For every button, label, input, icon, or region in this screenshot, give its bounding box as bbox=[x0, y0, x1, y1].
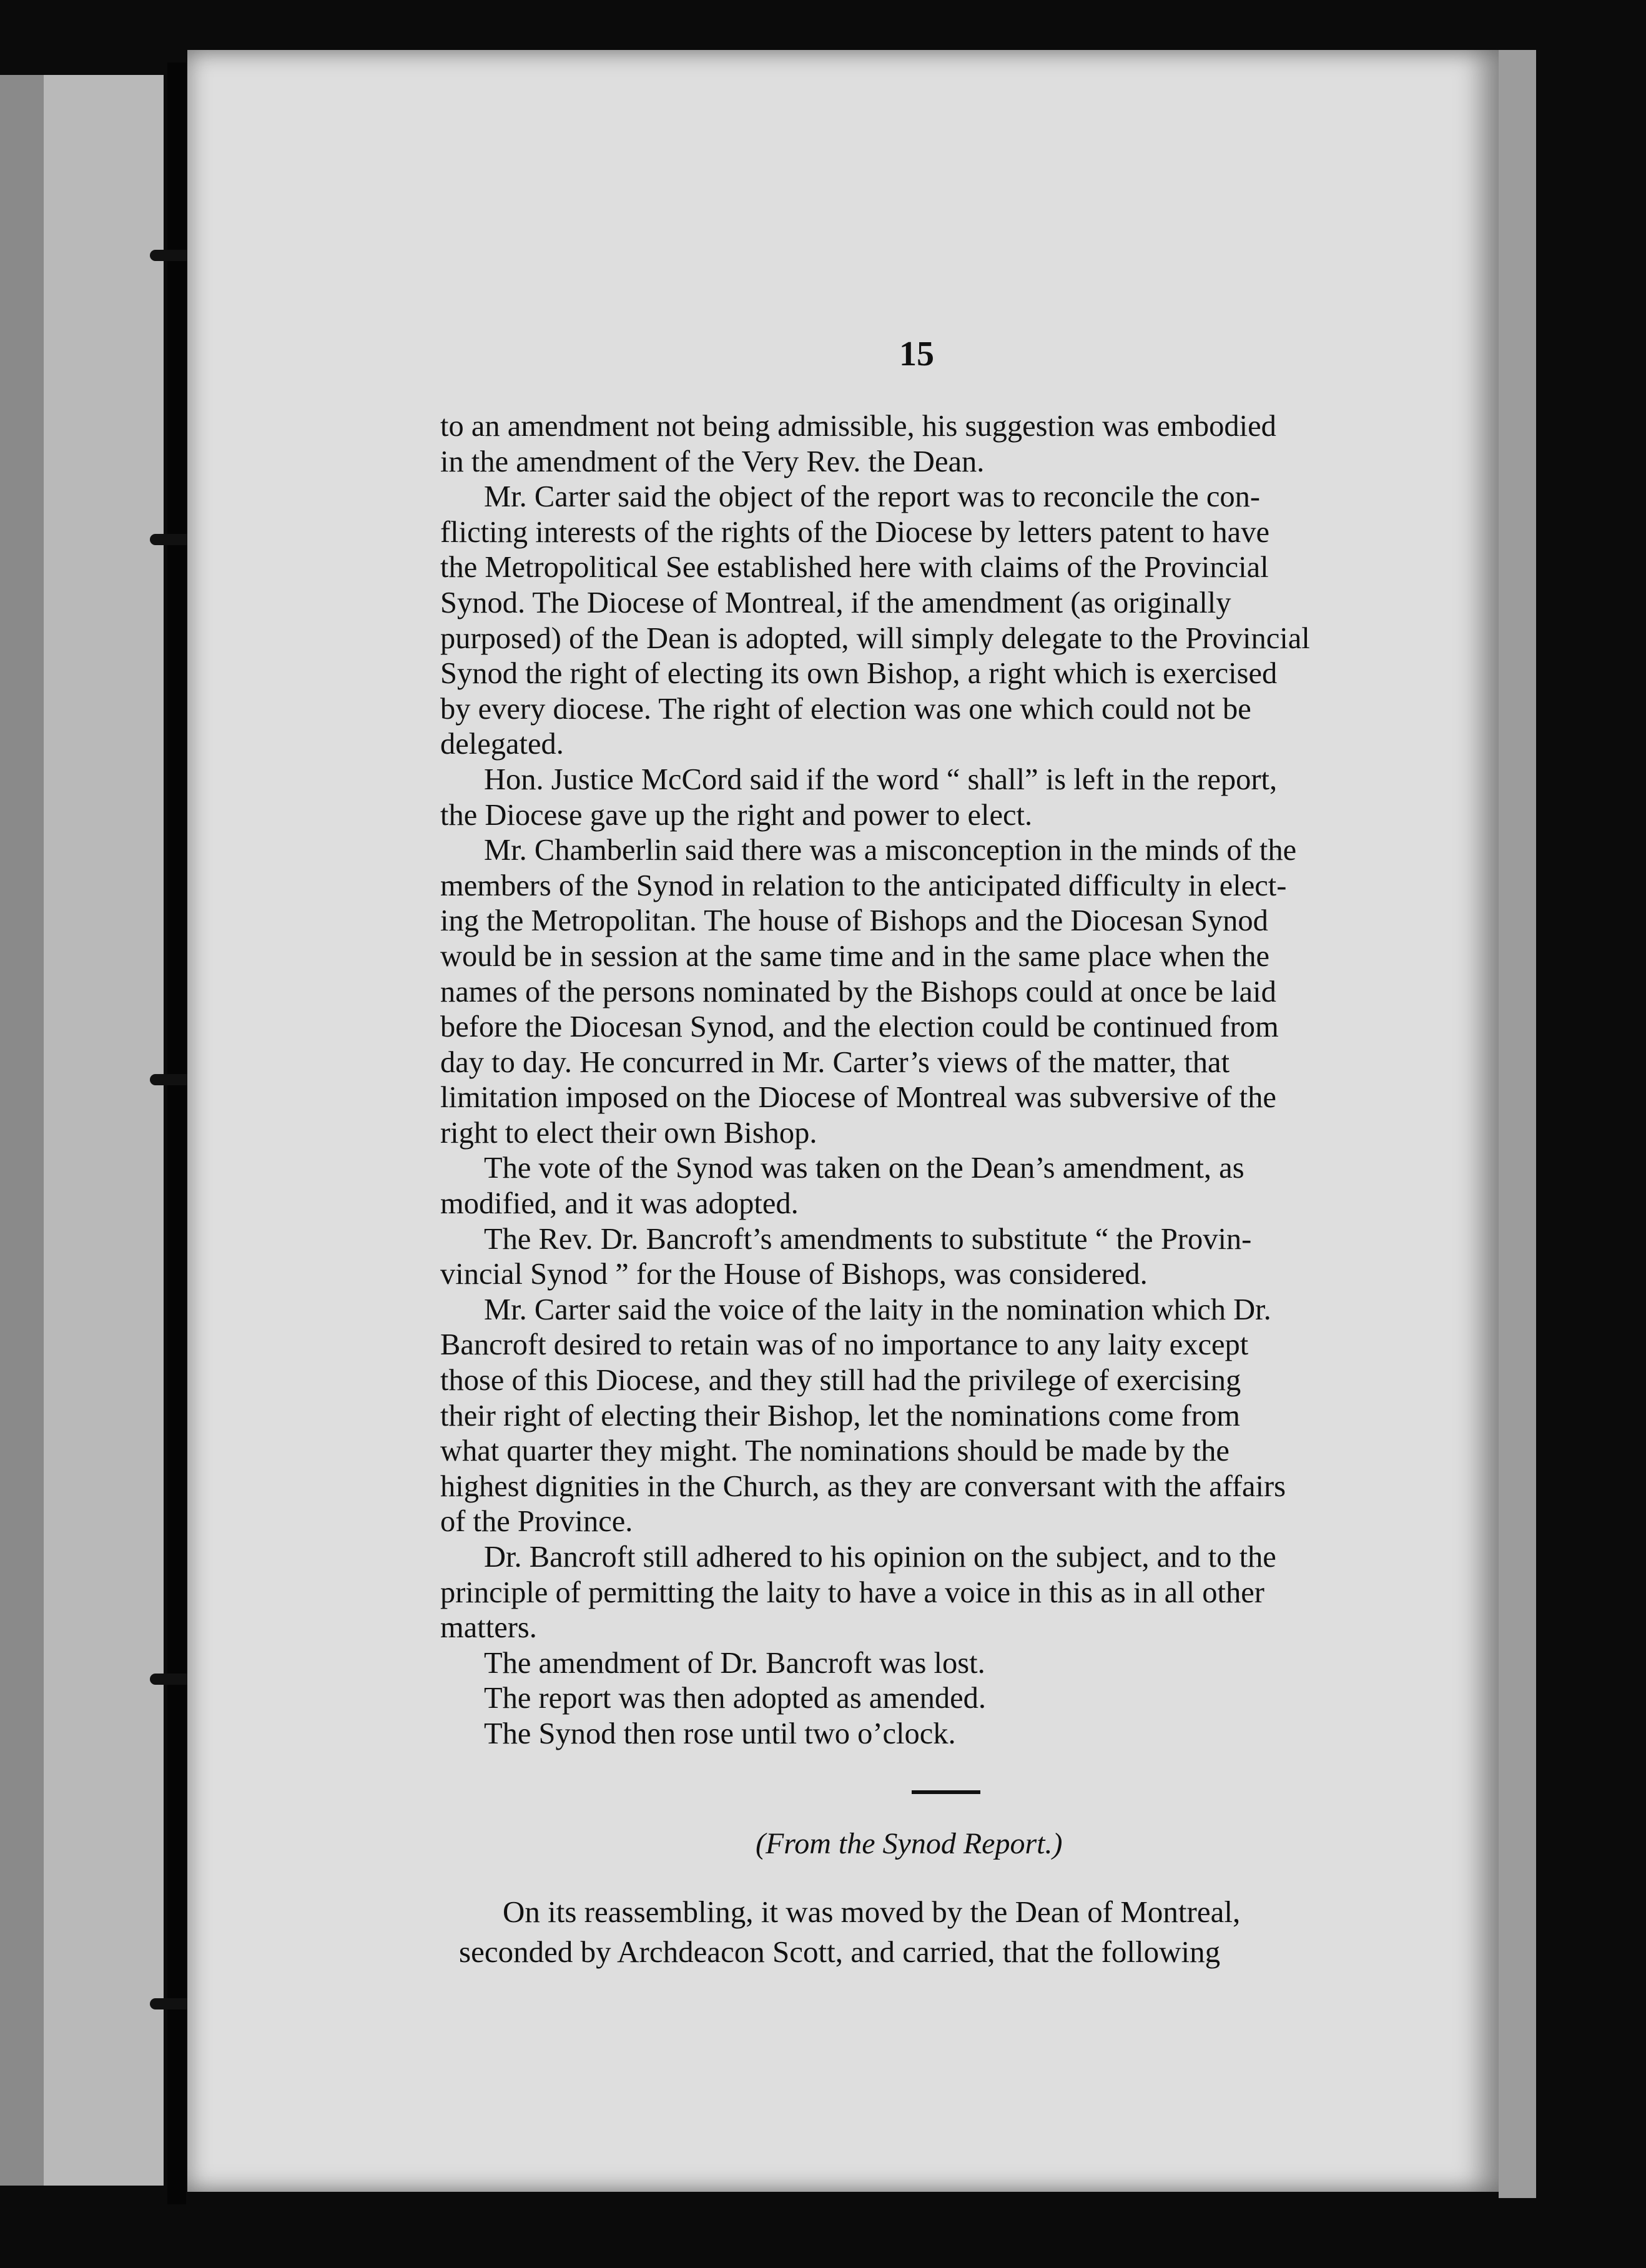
text-line: members of the Synod in relation to the anticipated difficulty in elect- bbox=[440, 869, 1287, 902]
text-line: the Metropolitical See established here with claims of the Provincial bbox=[440, 551, 1269, 584]
text-line: Mr. Carter said the object of the report was to reconcile the con- bbox=[484, 480, 1261, 514]
text-line: Synod. The Diocese of Montreal, if the amendment (as originally bbox=[440, 586, 1231, 619]
section-caption: (From the Synod Report.) bbox=[756, 1827, 1063, 1860]
text-line: flicting interests of the rights of the Diocese by letters patent to have bbox=[440, 515, 1269, 549]
text-line: day to day. He concurred in Mr. Carter’s views of the matter, that bbox=[440, 1045, 1230, 1079]
text-line: principle of permitting the laity to have a voice in this as in all other bbox=[440, 1575, 1264, 1609]
text-line: would be in session at the same time and in the same place when the bbox=[440, 939, 1269, 973]
text-line: in the amendment of the Very Rev. the Dean. bbox=[440, 445, 985, 478]
text-line: The Synod then rose until two o’clock. bbox=[484, 1717, 956, 1750]
text-line: limitation imposed on the Diocese of Montreal was subversive of the bbox=[440, 1081, 1276, 1115]
text-line: Mr. Carter said the voice of the laity in the nomination which Dr. bbox=[484, 1293, 1271, 1326]
body-text bbox=[440, 409, 1421, 1752]
text-line: matters. bbox=[440, 1611, 537, 1645]
text-line: what quarter they might. The nominations should be made by the bbox=[440, 1434, 1230, 1468]
book-spine bbox=[167, 62, 186, 2204]
text-line: modified, and it was adopted. bbox=[440, 1187, 799, 1221]
text-line: On its reassembling, it was moved by the Dean of Montreal, bbox=[503, 1895, 1241, 1929]
text-line: The amendment of Dr. Bancroft was lost. bbox=[484, 1646, 985, 1680]
left-page-edge bbox=[0, 75, 44, 2186]
text-line: to an amendment not being admissible, his suggestion was embodied bbox=[440, 410, 1276, 443]
text-line: The Rev. Dr. Bancroft’s amendments to substitute “ the Provin- bbox=[484, 1222, 1252, 1256]
text-line: The vote of the Synod was taken on the Dean’s amendment, as bbox=[484, 1151, 1244, 1185]
text-line: delegated. bbox=[440, 727, 564, 761]
text-line: ing the Metropolitan. The house of Bishops and the Diocesan Synod bbox=[440, 904, 1268, 938]
text-line: the Diocese gave up the right and power to elect. bbox=[440, 798, 1033, 832]
text-line: before the Diocesan Synod, and the election could be continued from bbox=[440, 1010, 1279, 1044]
text-line: by every diocese. The right of election was one which could not be bbox=[440, 692, 1251, 726]
closing-paragraph bbox=[459, 1892, 1430, 1972]
text-line: The report was then adopted as amended. bbox=[484, 1682, 986, 1715]
text-line: purposed) of the Dean is adopted, will simply delegate to the Provincial bbox=[440, 621, 1310, 655]
text-line: right to elect their own Bishop. bbox=[440, 1116, 817, 1150]
text-line: highest dignities in the Church, as they are conversant with the affairs bbox=[440, 1469, 1286, 1503]
text-line: names of the persons nominated by the Bishops could at once be laid bbox=[440, 975, 1276, 1008]
text-line: Dr. Bancroft still adhered to his opinion on the subject, and to the bbox=[484, 1541, 1276, 1574]
section-divider bbox=[912, 1790, 980, 1794]
text-line: those of this Diocese, and they still had the privilege of exercising bbox=[440, 1364, 1241, 1398]
text-line: of the Province. bbox=[440, 1505, 633, 1539]
text-line: Synod the right of electing its own Bishop, a right which is exercised bbox=[440, 657, 1278, 691]
text-line: vincial Synod ” for the House of Bishops, was considered. bbox=[440, 1258, 1148, 1291]
text-line: Bancroft desired to retain was of no importance to any laity except bbox=[440, 1328, 1249, 1362]
text-line: their right of electing their Bishop, let the nominations come from bbox=[440, 1399, 1240, 1432]
text-line: seconded by Archdeacon Scott, and carried, that the following bbox=[459, 1935, 1221, 1969]
page-number: 15 bbox=[899, 335, 934, 373]
text-line: Hon. Justice McCord said if the word “ shall” is left in the report, bbox=[484, 762, 1278, 796]
page-edge-right bbox=[1499, 50, 1536, 2198]
text-line: Mr. Chamberlin said there was a misconception in the minds of the bbox=[484, 834, 1297, 867]
